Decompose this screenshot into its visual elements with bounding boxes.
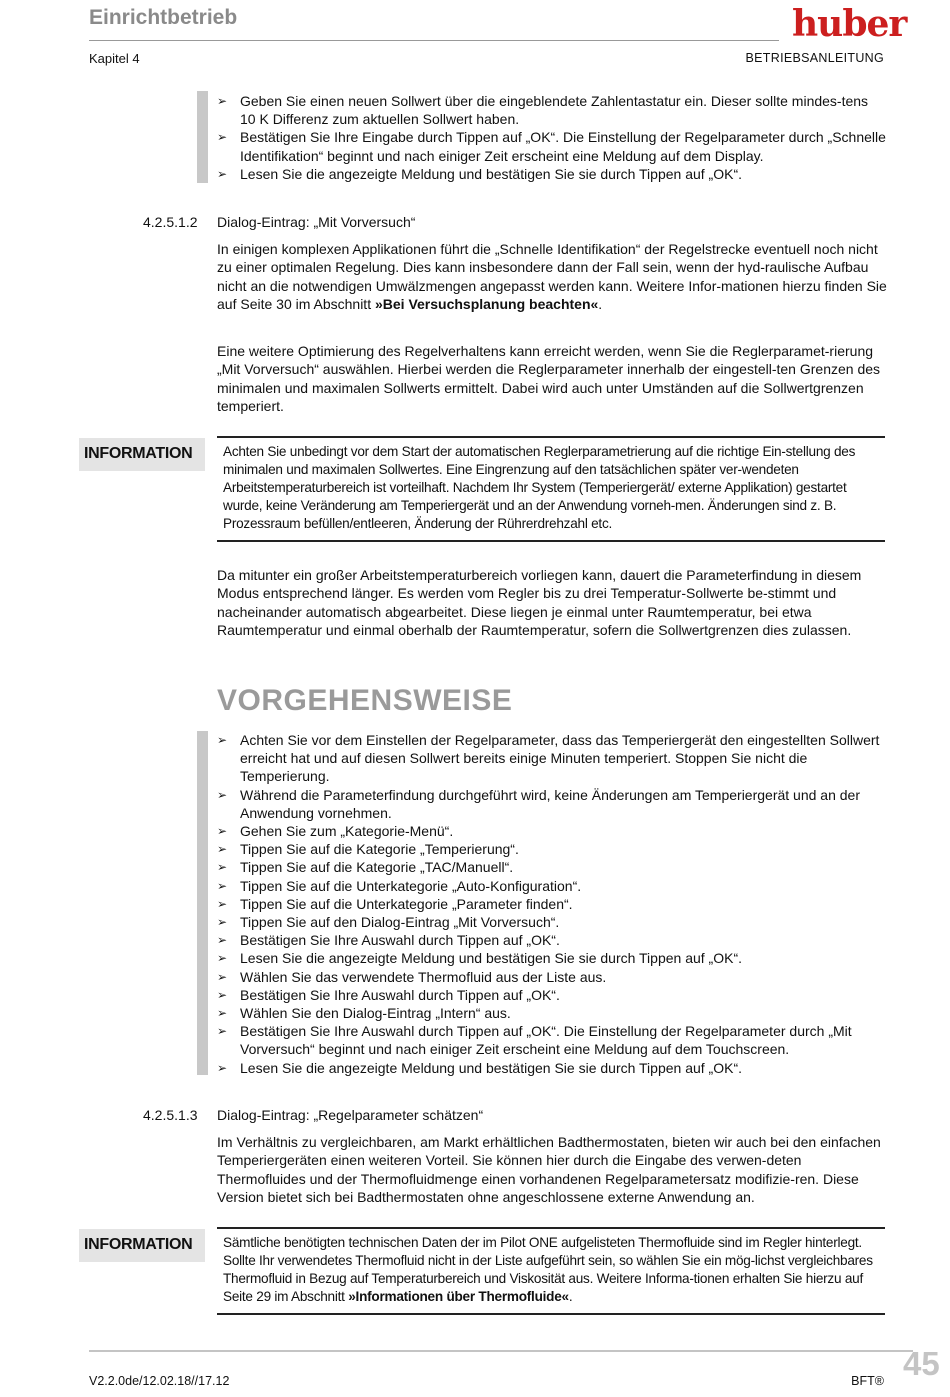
- product-label: BFT®: [851, 1374, 884, 1388]
- paragraph: Eine weitere Optimierung des Regelverhaltens kann erreicht werden, wenn Sie die Reglerparamet-rierung „Mit Vorversuch“ auswählen. Hierbei werden die Reglerparameter innerhalb der eingestell-ten Grenzen des minimalen und maximalen Sollwerts ermittelt. Dabei wird auch unter Umständen auf die Sollwertgrenzen temperiert.: [217, 343, 881, 414]
- section-number: 4.2.5.1.2: [143, 214, 198, 230]
- cross-reference-link[interactable]: »Informationen über Thermofluide«: [348, 1289, 569, 1304]
- list-item: ➢ Tippen Sie auf die Unterkategorie „Parameter finden“.: [217, 895, 573, 912]
- arrow-bullet-icon: ➢: [217, 787, 228, 802]
- cross-reference-link[interactable]: »Bei Versuchsplanung beachten«: [374, 295, 599, 312]
- arrow-bullet-icon: ➢: [217, 878, 228, 893]
- list-item: ➢ Lesen Sie die angezeigte Meldung und bestätigen Sie sie durch Tippen auf „OK“.: [217, 950, 742, 967]
- arrow-bullet-icon: ➢: [217, 824, 228, 839]
- list-item: ➢ Bestätigen Sie Ihre Auswahl durch Tippen auf „OK“.: [217, 986, 560, 1003]
- huber-logo: huber: [792, 3, 907, 45]
- paragraph: In einigen komplexen Applikationen führt die „Schnelle Identifikation“ der Regelstrecke eventuell noch nicht zu einer optimalen Regelung. Dies kann insbesondere dann der Fall sein, wenn der hyd-raulische Aufbau nicht an die notwendigen Umwälzmengen angepasst werden kann. Weitere Infor-mationen hierzu finden Sie auf Seite 30 im Abschnitt »Bei Versuchsplanung beachten«.: [217, 241, 887, 312]
- arrow-bullet-icon: ➢: [217, 860, 228, 875]
- list-item: ➢ Wählen Sie den Dialog-Eintrag „Intern“ aus.: [217, 1005, 511, 1022]
- arrow-bullet-icon: ➢: [217, 842, 228, 857]
- list-item: ➢ Während die Parameterfindung durchgeführt wird, keine Änderungen am Temperiergerät und an der Anwendung vornehmen.: [217, 786, 860, 821]
- list-item: ➢ Tippen Sie auf den Dialog-Eintrag „Mit Vorversuch“.: [217, 914, 560, 931]
- paragraph: Da mitunter ein großer Arbeitstemperaturbereich vorliegen kann, dauert die Parameterfindung in diesem Modus entsprechend länger. Es werden vom Regler bis zu drei Temperatur-Sollwerte be-stimmt und nacheinander automatisch abgearbeitet. Diese liegen je einmal unter Raumtemperatur, bei etwa Raumtemperatur und einmal oberhalb der Raumtemperatur, sofern die Sollwertgrenzen dies zulassen.: [217, 567, 862, 638]
- step-list: [217, 92, 887, 183]
- arrow-bullet-icon: ➢: [217, 969, 228, 984]
- list-item: ➢ Geben Sie einen neuen Sollwert über die eingeblendete Zahlentastatur ein. Dieser sollte mindes-tens 10 K Differenz zum aktuellen Sollwert haben.: [217, 93, 869, 128]
- arrow-bullet-icon: ➢: [217, 166, 228, 181]
- information-box: Achten Sie unbedingt vor dem Start der automatischen Reglerparametrierung auf die richtige Ein-stellung des minimalen und maximalen Sollwertes. Eine Eingrenzung auf den tatsächlichen später ver-wendeten Arbeitstemperaturbereich ist vorteilhaft. Nachdem Ihr System (Temperiergerät/ externe Applikation) gestartet wurde, keine Veränderung am Temperiergerät und an der Anwendung vorneh-men. Änderungen sind z. B. Prozessraum befüllen/entleeren, Änderung der Rührerdrehzahl etc.: [217, 436, 885, 542]
- arrow-bullet-icon: ➢: [217, 915, 228, 930]
- step-marker-bar: [197, 91, 208, 183]
- chapter-label: Kapitel 4: [89, 51, 140, 66]
- list-item: ➢ Tippen Sie auf die Kategorie „Temperierung“.: [217, 841, 519, 858]
- version-label: V2.2.0de/12.02.18//17.12: [89, 1374, 230, 1388]
- information-box: Sämtliche benötigten technischen Daten der im Pilot ONE aufgelisteten Thermofluide sind im Regler hinterlegt. Sollte Ihr verwendetes Thermofluid nicht in der Liste aufgeführt sein, so wählen Sie ein mög-lichst vergleichbares Thermofluid in Bezug auf Temperaturbereich und Viskosität aus. Weitere Informa-tionen erhalten Sie hierzu auf Seite 29 im Abschnitt »Informationen über Thermofluide«.: [217, 1227, 885, 1315]
- header-title: Einrichtbetrieb: [89, 6, 238, 29]
- list-item: ➢ Lesen Sie die angezeigte Meldung und bestätigen Sie sie durch Tippen auf „OK“.: [217, 1059, 742, 1076]
- header-divider: [89, 40, 779, 41]
- arrow-bullet-icon: ➢: [217, 896, 228, 911]
- arrow-bullet-icon: ➢: [217, 951, 228, 966]
- paragraph: Im Verhältnis zu vergleichbaren, am Markt erhältlichen Badthermostaten, bieten wir auch bei den einfachen Temperiergeräten einen weiteren Vorteil. Sie können hier durch die Eingabe des verwen-deten Thermofluides und der Thermofluidmenge einen vorhandenen Regelparametersatz modifizie-ren. Diese Version bietet sich bei Badthermostaten ohne angeschlossene externe Anwendung an.: [217, 1134, 881, 1205]
- information-label: INFORMATION: [79, 1229, 205, 1262]
- step-marker-bar: [197, 731, 208, 1075]
- arrow-bullet-icon: ➢: [217, 733, 228, 747]
- section-title: Dialog-Eintrag: „Regelparameter schätzen“: [217, 1107, 484, 1123]
- arrow-bullet-icon: ➢: [217, 987, 228, 1002]
- list-item: ➢ Tippen Sie auf die Unterkategorie „Auto-Konfiguration“.: [217, 877, 582, 894]
- page-number: 45: [903, 1345, 940, 1382]
- list-item: ➢ Bestätigen Sie Ihre Auswahl durch Tippen auf „OK“. Die Einstellung der Regelparameter durch „Mit Vorversuch“ beginnt und nach einiger Zeit erscheint eine Meldung auf dem Touchscreen.: [217, 1023, 852, 1058]
- list-item: ➢ Achten Sie vor dem Einstellen der Regelparameter, dass das Temperiergerät den eingestellten Sollwert erreicht hat und auf diesen Sollwert bereits einige Minuten temperiert. Stoppen Sie nicht die Temperierung.: [217, 732, 880, 785]
- section-number: 4.2.5.1.3: [143, 1107, 198, 1123]
- arrow-bullet-icon: ➢: [217, 1060, 228, 1075]
- arrow-bullet-icon: ➢: [217, 1006, 228, 1021]
- list-item: ➢ Bestätigen Sie Ihre Auswahl durch Tippen auf „OK“.: [217, 932, 560, 949]
- list-item: ➢ Lesen Sie die angezeigte Meldung und bestätigen Sie sie durch Tippen auf „OK“.: [217, 165, 742, 182]
- manual-label: BETRIEBSANLEITUNG: [745, 51, 884, 65]
- arrow-bullet-icon: ➢: [217, 130, 228, 145]
- list-item: ➢ Bestätigen Sie Ihre Eingabe durch Tippen auf „OK“. Die Einstellung der Regelparameter durch „Schnelle Identifikation“ beginnt und nach einiger Zeit erscheint eine Meldung auf dem Display.: [217, 129, 886, 164]
- section-title: Dialog-Eintrag: „Mit Vorversuch“: [217, 214, 416, 230]
- list-item: ➢ Gehen Sie zum „Kategorie-Menü“.: [217, 823, 454, 840]
- procedure-heading: VORGEHENSWEISE: [217, 684, 513, 717]
- procedure-steps: [217, 731, 887, 1077]
- list-item: ➢ Wählen Sie das verwendete Thermofluid aus der Liste aus.: [217, 968, 607, 985]
- information-label: INFORMATION: [79, 438, 205, 471]
- list-item: ➢ Tippen Sie auf die Kategorie „TAC/Manuell“.: [217, 859, 514, 876]
- arrow-bullet-icon: ➢: [217, 1024, 228, 1039]
- arrow-bullet-icon: ➢: [217, 933, 228, 948]
- footer-divider: [89, 1350, 913, 1352]
- arrow-bullet-icon: ➢: [217, 94, 228, 108]
